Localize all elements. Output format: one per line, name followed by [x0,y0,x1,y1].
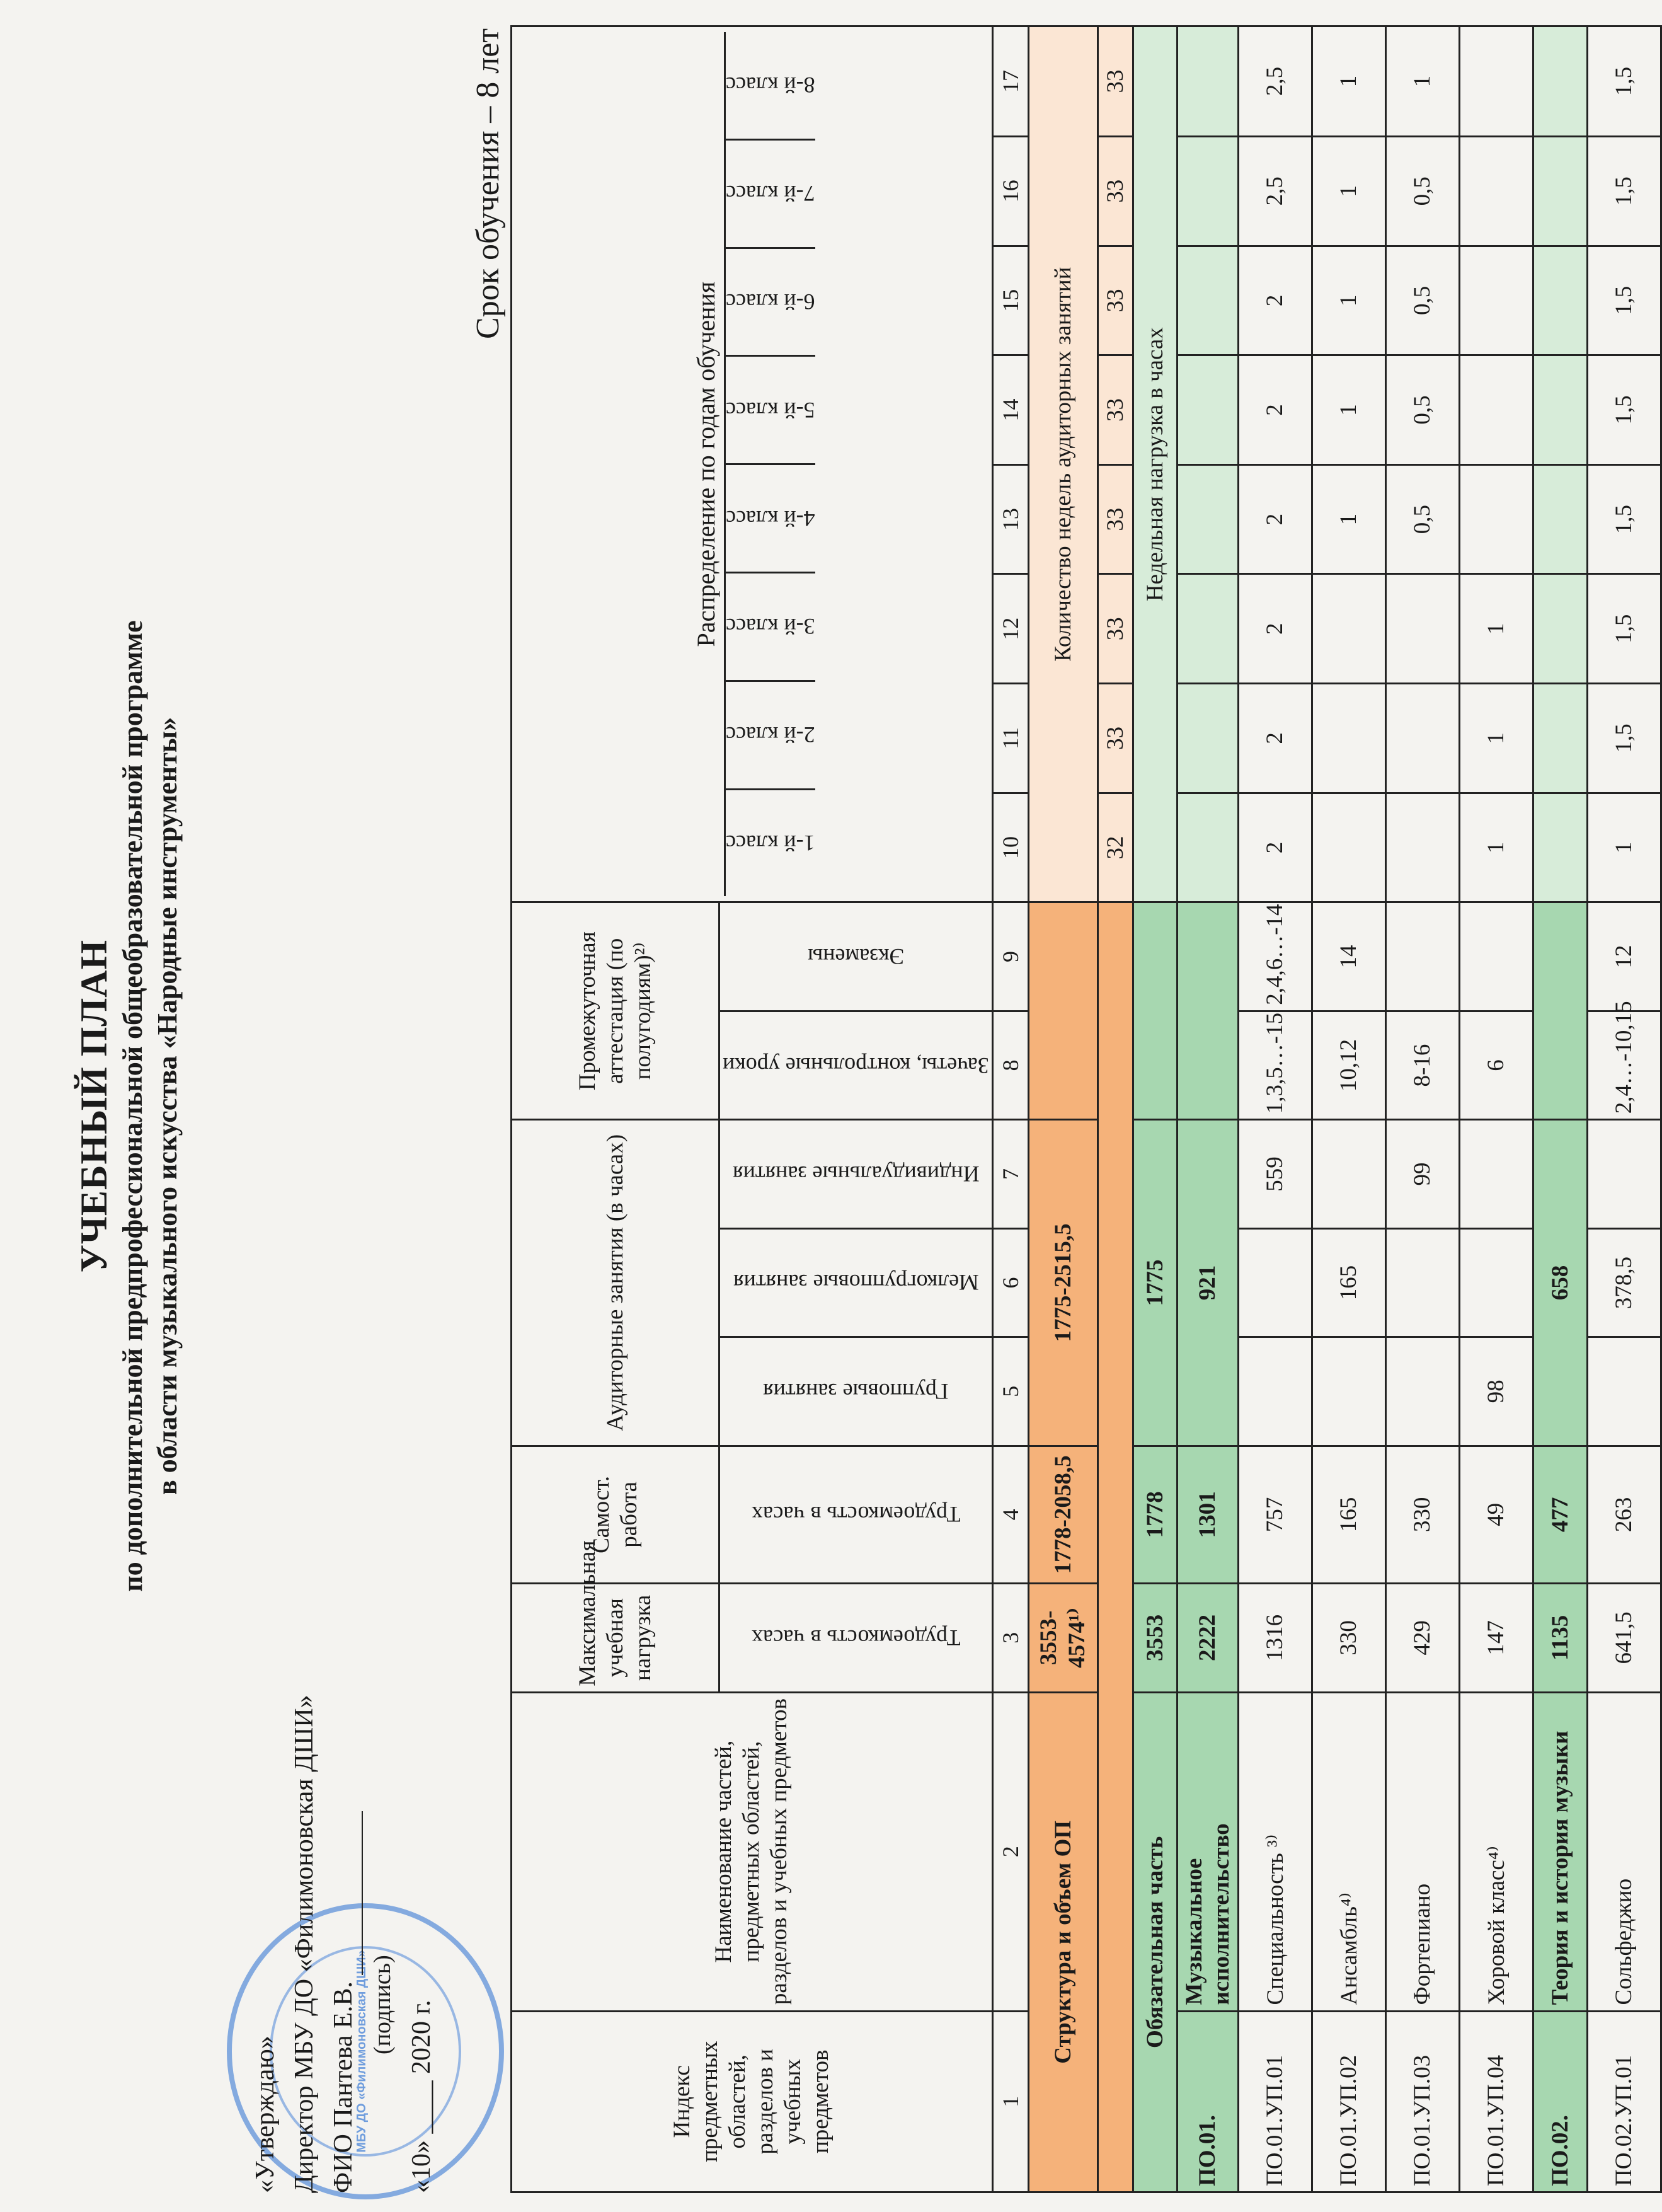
column-numbers-row [992,26,1028,2192]
column-number: 16 [992,136,1028,246]
cell-idx: ПО.02. [1533,2011,1587,2192]
column-number: 8 [992,1011,1028,1119]
approve-line-1: «Утверждаю» [251,2036,280,2193]
cell-i: 559 [1238,1120,1312,1228]
cell-empty [1177,136,1238,246]
cell-name: Теория и история музыки [1533,1692,1587,2011]
hdr-distribution-title: Распределение по годам обучения [689,32,726,896]
cell-c.3: 1,5 [1587,464,1661,574]
cell-empty [1533,574,1587,684]
doc-title: УЧЕБНЫЙ ПЛАН [73,939,115,1273]
cell-max: 2222 [1177,1584,1238,1692]
column-number: 15 [992,246,1028,355]
cell-i [1312,1120,1385,1228]
cell-name: Ансамбль⁴⁾ [1312,1692,1385,2011]
class-header-label: 5-й класс [726,397,815,423]
cell-c.1 [1312,684,1385,793]
hdr-name: Наименование частей, предметных областей, разделов и учебных предметов [512,1692,993,2011]
class-header-label: 7-й класс [726,181,815,207]
hdr-individual: Индивидуальные занятия [732,1161,980,1187]
cell-z: 6 [1459,1011,1533,1119]
cell-c.3 [1459,464,1533,574]
cell-name: Хоровой класс⁴⁾ [1459,1692,1533,2011]
cell-c.1: 2 [1238,684,1312,793]
cell-i: 99 [1385,1120,1459,1228]
cell-c.1: 1,5 [1587,684,1661,793]
signature-caption: (подпись) [369,1955,396,2054]
cell-empty [1533,136,1587,246]
hdr-small-group: Мелкогрупповые занятия [733,1270,979,1296]
cell-self: 49 [1459,1446,1533,1583]
cell-c.4: 2 [1238,355,1312,465]
table-row [1238,26,1312,2192]
column-number: 10 [992,793,1028,902]
cell-max: 641,5 [1587,1584,1661,1692]
column-number: 5 [992,1337,1028,1446]
cell-c.2: 1,5 [1587,574,1661,684]
cell-empty [1533,793,1587,902]
cell-max: 1135 [1533,1584,1587,1692]
hdr-exams: Экзамены [807,944,904,970]
class-header-1 [726,788,815,897]
cell-c.7: 1 [1312,26,1385,137]
section-row [1533,26,1587,2192]
cell-c.5: 1 [1312,246,1385,355]
signature-line [335,1811,363,1975]
cell-self: 330 [1385,1446,1459,1583]
column-number: 6 [992,1228,1028,1337]
class-header-label: 1-й класс [726,830,815,856]
table-row [1587,26,1661,2192]
hdr-group: Групповые занятия [763,1378,949,1404]
cell-e [1385,902,1459,1011]
mandatory-max: 3553 [1133,1584,1177,1692]
structure-row [1028,26,1097,2192]
cell-g [1312,1337,1385,1446]
cell-self: 477 [1533,1446,1587,1583]
cell-z: 2,4…-10,15 [1587,1011,1661,1119]
class-header-label: 4-й класс [726,505,815,531]
cell-c.7: 2,5 [1238,26,1312,137]
structure-self: 1778-2058,5 [1028,1446,1097,1583]
cell-c.6: 2,5 [1238,136,1312,246]
cell-c.0: 1 [1587,793,1661,902]
class-header-2 [726,680,815,788]
column-number: 17 [992,26,1028,137]
cell-c.6: 0,5 [1385,136,1459,246]
column-number: 2 [992,1692,1028,2011]
class-header-label: 2-й класс [726,722,815,748]
cell-name: Сольфеджио [1587,1692,1661,2011]
column-number: 7 [992,1120,1028,1228]
column-number: 9 [992,902,1028,1011]
cell-empty [1177,684,1238,793]
class-header-5 [726,355,815,463]
cell-s [1385,1228,1459,1337]
cell-z: 8-16 [1385,1011,1459,1119]
cell-s: 165 [1312,1228,1385,1337]
weeks-label: Количество недель аудиторных занятий [1028,26,1097,902]
hdr-auditory: Аудиторные занятия (в часах) [512,1120,719,1446]
cell-max: 147 [1459,1584,1533,1692]
weeks-value: 33 [1097,464,1133,574]
cell-e: 12 [1587,902,1661,1011]
cell-empty [1177,793,1238,902]
cell-empty [1533,26,1587,137]
table-row [1312,26,1385,2192]
cell-c.2: 1 [1459,574,1533,684]
weeks-value: 32 [1097,793,1133,902]
cell-self: 263 [1587,1446,1661,1583]
cell-c.2 [1312,574,1385,684]
structure-max: 3553-4574¹⁾ [1028,1584,1097,1692]
stamp-text: МБУ ДО «Филимоновская ДШИ» [355,1950,369,2153]
cell-c.4: 0,5 [1385,355,1459,465]
table-row [1385,26,1459,2192]
cell-s [1459,1228,1533,1337]
cell-s: 378,5 [1587,1228,1661,1337]
cell-c.0: 2 [1238,793,1312,902]
cell-c.4 [1459,355,1533,465]
hdr-credits: Зачеты, контрольные уроки [723,1052,989,1078]
approve-line-3: ФИО Пантева Е.В. [329,1981,358,2193]
cell-idx: ПО.01.УП.04 [1459,2011,1533,2192]
cell-empty [1533,684,1587,793]
cell-empty [1177,246,1238,355]
cell-idx: ПО.01. [1177,2011,1238,2192]
class-header-label: 3-й класс [726,614,815,640]
cell-g [1587,1337,1661,1446]
section-row [1177,26,1238,2192]
column-number: 1 [992,2011,1028,2192]
doc-subtitle-1: по дополнительной предпрофессиональной общеобразовательной программе [117,620,148,1592]
cell-i [1587,1120,1661,1228]
cell-g [1238,1337,1312,1446]
cell-name: Специальность ³⁾ [1238,1692,1312,2011]
cell-g [1385,1337,1459,1446]
cell-c.6: 1 [1312,136,1385,246]
structure-auditory: 1775-2515,5 [1028,1120,1097,1446]
cell-empty [1177,26,1238,137]
cell-i [1459,1120,1533,1228]
class-header-8 [726,32,815,139]
table-row [1459,26,1533,2192]
cell-c.3: 2 [1238,464,1312,574]
cell-c.5: 0,5 [1385,246,1459,355]
cell-empty [1533,246,1587,355]
cell-c.1: 1 [1459,684,1533,793]
cell-c.2: 2 [1238,574,1312,684]
hdr-labor-2: Трудоемкость в часах [751,1502,961,1528]
cell-c.7 [1459,26,1533,137]
cell-e: 14 [1312,902,1385,1011]
column-number: 4 [992,1446,1028,1583]
cell-empty [1533,464,1587,574]
cell-c.0 [1312,793,1385,902]
cell-max: 1316 [1238,1584,1312,1692]
cell-c.4: 1 [1312,355,1385,465]
curriculum-table [510,25,1662,2193]
class-header-7 [726,139,815,247]
hdr-index: Индекс предметных областей, разделов и учебных предметов [512,2011,993,2192]
column-number: 3 [992,1584,1028,1692]
column-number: 11 [992,684,1028,793]
cell-c.6 [1459,136,1533,246]
cell-z: 1,3,5…-15 [1238,1011,1312,1119]
cell-e [1459,902,1533,1011]
cell-idx: ПО.01.УП.02 [1312,2011,1385,2192]
mandatory-self: 1778 [1133,1446,1177,1583]
cell-aud: 921 [1177,1120,1238,1446]
approve-date: «10» ____ 2020 г. [407,2000,436,2193]
approval-block [246,1695,441,2193]
column-number: 13 [992,464,1028,574]
cell-empty [1177,574,1238,684]
cell-aud: 658 [1533,1120,1587,1446]
cell-z: 10,12 [1312,1011,1385,1119]
cell-empty [1177,355,1238,465]
cell-s [1238,1228,1312,1337]
cell-empty [1177,902,1238,1120]
weeks-value: 33 [1097,26,1133,137]
cell-max: 429 [1385,1584,1459,1692]
class-header-3 [726,572,815,680]
cell-g: 98 [1459,1337,1533,1446]
cell-c.7: 1 [1385,26,1459,137]
cell-idx: ПО.01.УП.01 [1238,2011,1312,2192]
weeks-value: 33 [1097,574,1133,684]
cell-c.1 [1385,684,1459,793]
cell-self: 757 [1238,1446,1312,1583]
cell-e: 2,4,6…-14 [1238,902,1312,1011]
cell-c.5: 1,5 [1587,246,1661,355]
cell-self: 1301 [1177,1446,1238,1583]
class-headers [726,32,815,896]
cell-empty [1533,902,1587,1120]
cell-c.5: 2 [1238,246,1312,355]
class-header-4 [726,463,815,572]
weeks-row [1097,26,1133,2192]
cell-idx: ПО.02.УП.01 [1587,2011,1661,2192]
cell-name: Музыкальное исполнительство [1177,1692,1238,2011]
cell-idx: ПО.01.УП.03 [1385,2011,1459,2192]
cell-c.3: 1 [1312,464,1385,574]
mandatory-row [1133,26,1177,2192]
class-header-label: 8-й класс [726,72,815,98]
hdr-self-work: Самост. работа [512,1446,719,1583]
cell-c.0: 1 [1459,793,1533,902]
column-number: 12 [992,574,1028,684]
doc-subtitle-2: в области музыкального искусства «Народные инструменты» [152,717,183,1495]
cell-empty [1533,355,1587,465]
cell-name: Фортепиано [1385,1692,1459,2011]
weeks-value: 33 [1097,136,1133,246]
class-header-6 [726,247,815,355]
hdr-attestation: Промежуточная аттестация (по полугодиям)²⁾ [512,902,719,1120]
mandatory-auditory: 1775 [1133,1120,1177,1446]
structure-label: Структура и объем ОП [1028,1692,1097,2192]
cell-c.3: 0,5 [1385,464,1459,574]
weeks-value: 33 [1097,684,1133,793]
cell-c.0 [1385,793,1459,902]
cell-c.5 [1459,246,1533,355]
class-header-label: 6-й класс [726,289,815,314]
cell-c.7: 1,5 [1587,26,1661,137]
study-term: Срок обучения – 8 лет [470,28,506,339]
weeks-value: 33 [1097,246,1133,355]
weekly-load-label: Недельная нагрузка в часах [1133,26,1177,902]
cell-self: 165 [1312,1446,1385,1583]
weeks-value: 33 [1097,355,1133,465]
cell-c.2 [1385,574,1459,684]
hdr-max-load: Максимальная учебная нагрузка [512,1584,719,1692]
cell-c.4: 1,5 [1587,355,1661,465]
column-number: 14 [992,355,1028,465]
cell-c.6: 1,5 [1587,136,1661,246]
mandatory-label: Обязательная часть [1133,1692,1177,2192]
approve-line-2: Директор МБУ ДО «Филимоновская ДШИ» [290,1695,319,2193]
cell-empty [1177,464,1238,574]
hdr-labor-1: Трудоемкость в часах [751,1625,961,1650]
cell-max: 330 [1312,1584,1385,1692]
hdr-distribution [512,26,993,902]
